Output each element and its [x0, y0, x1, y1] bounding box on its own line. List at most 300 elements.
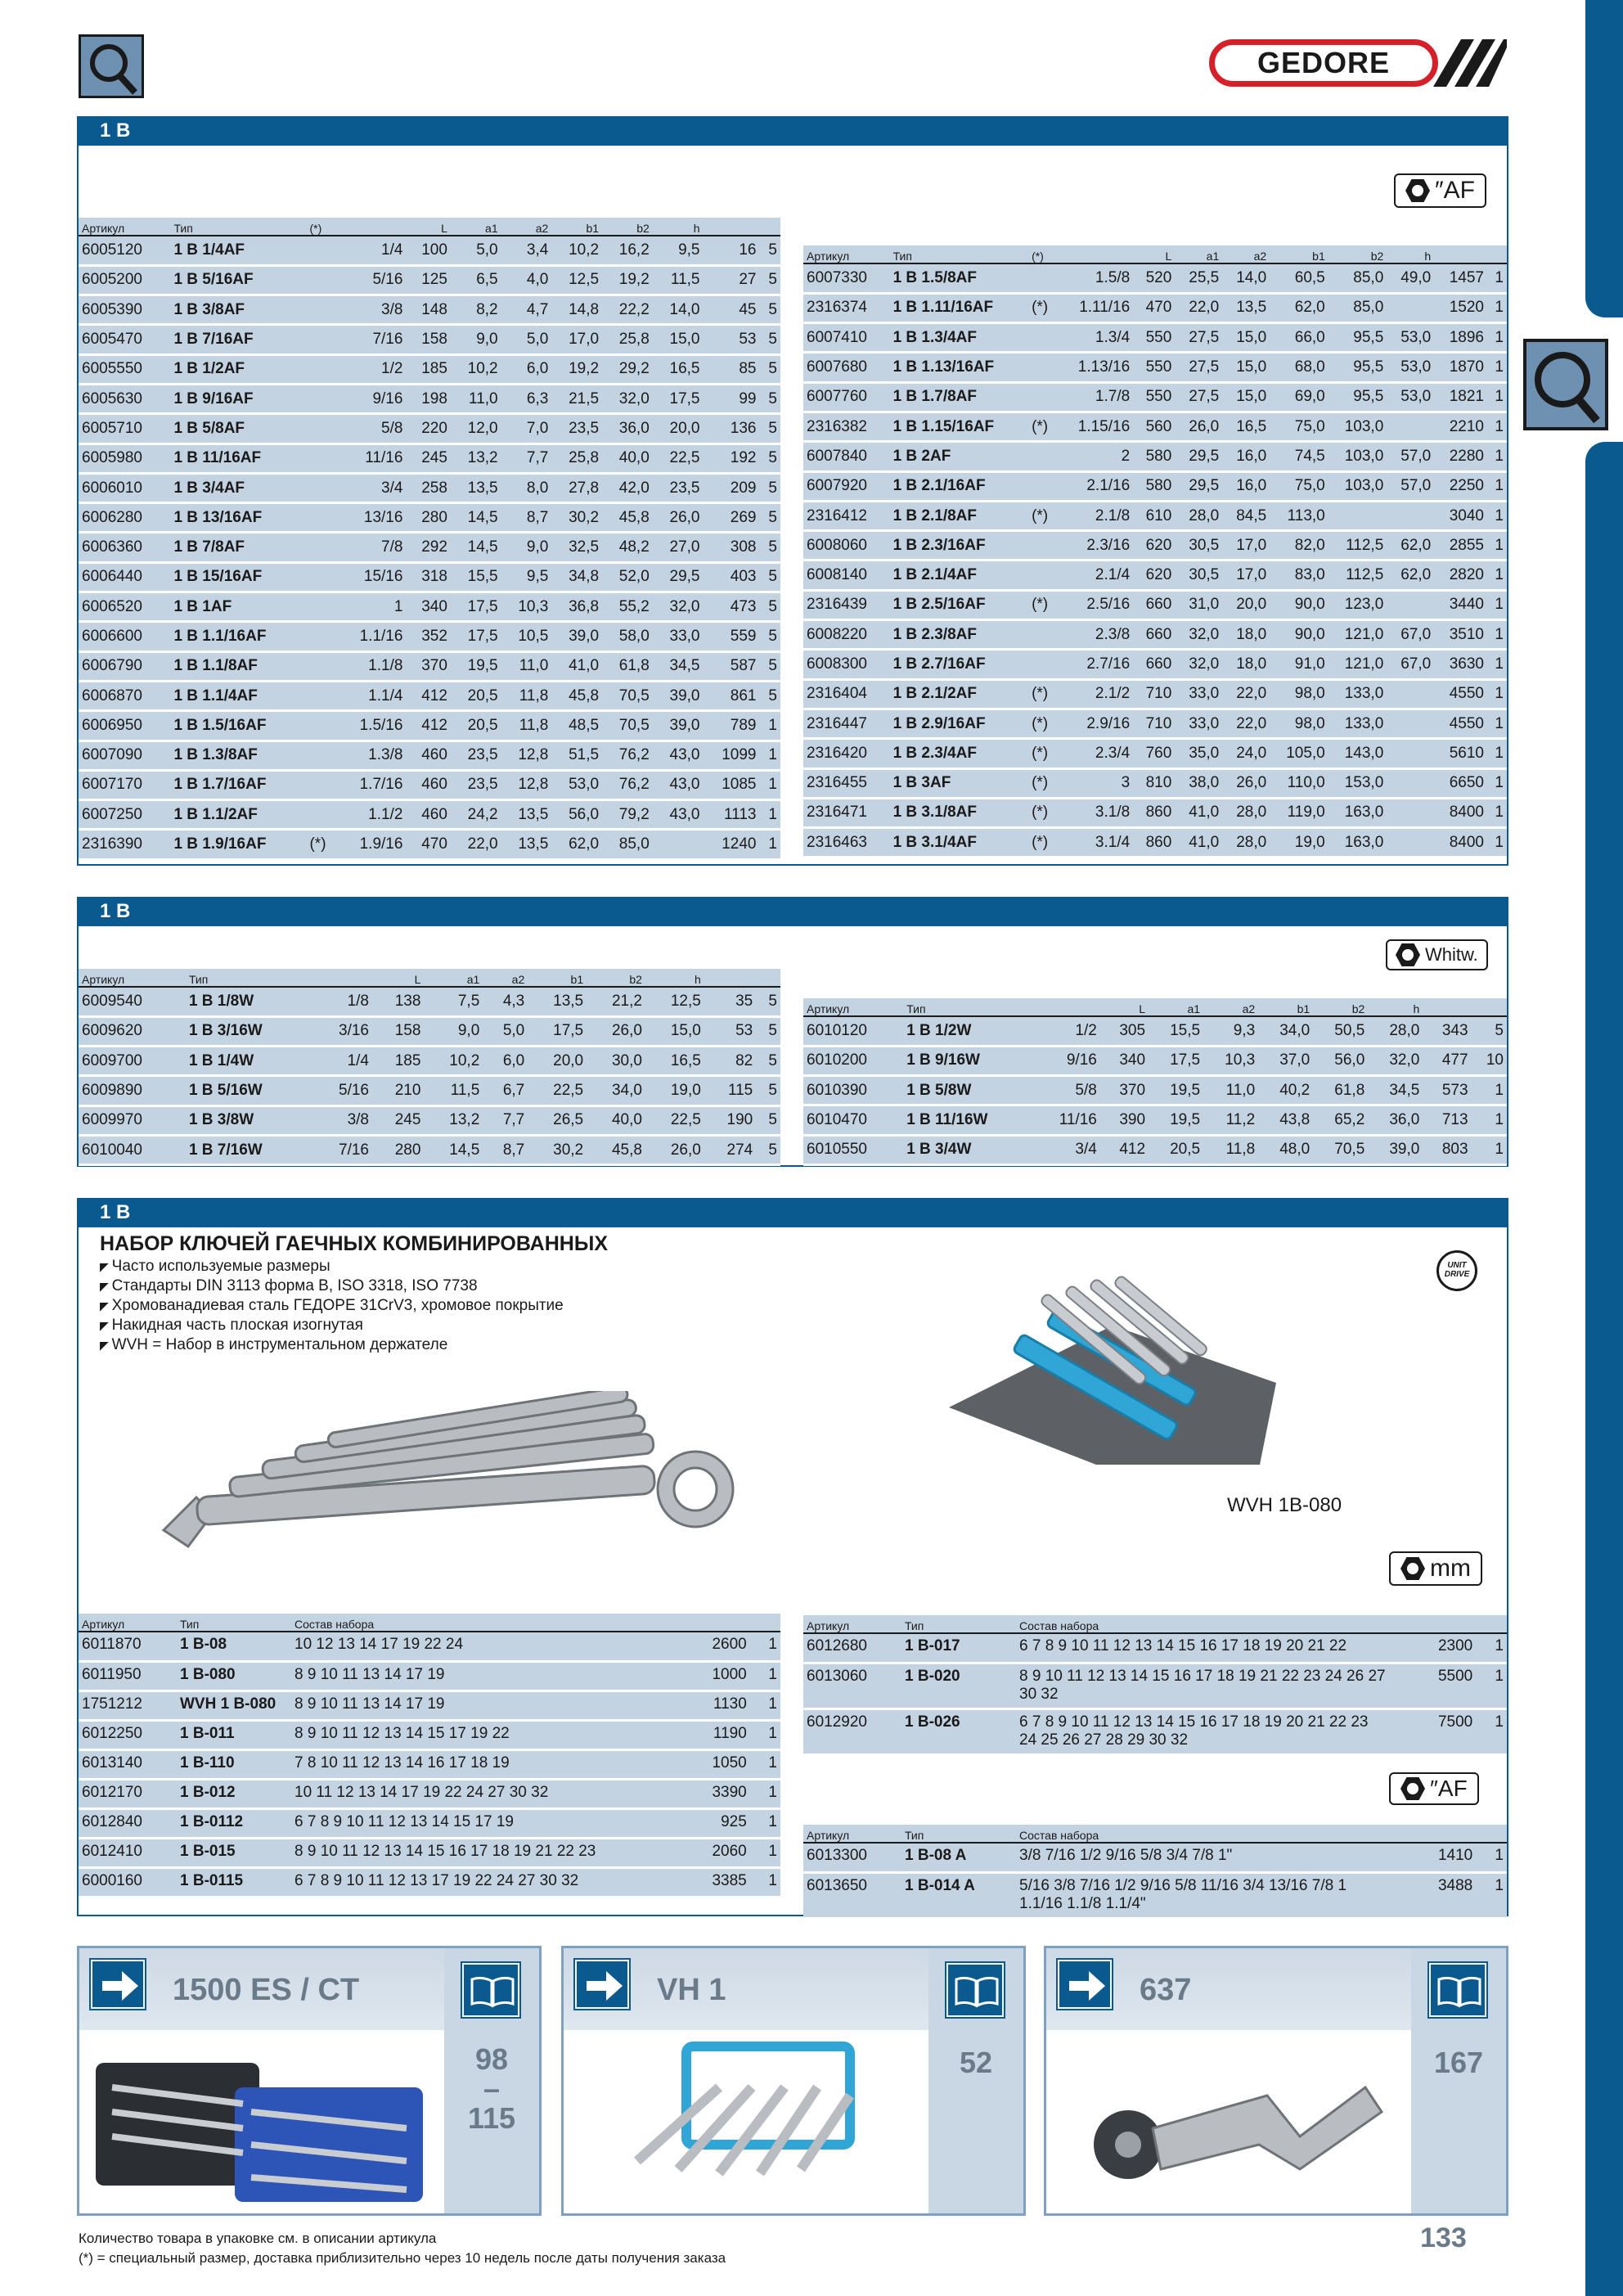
table-cell: 35,0	[1175, 739, 1222, 768]
hex-icon	[1405, 179, 1430, 202]
table-cell: 3,4	[501, 236, 552, 265]
table-cell: 133,0	[1329, 679, 1387, 709]
table-cell: 1 B 1/4W	[186, 1047, 313, 1076]
table-cell: 713	[1423, 1105, 1471, 1135]
table-cell: 6006950	[79, 711, 170, 741]
af-sets-badge-label: ″AF	[1430, 1776, 1468, 1801]
table-cell: 1	[1472, 1105, 1507, 1135]
table-cell: 1 B 9/16AF	[170, 384, 306, 413]
table-cell: 57,0	[1387, 471, 1434, 501]
table-cell: 6006010	[79, 473, 170, 502]
table-cell: 9/16	[1034, 1046, 1100, 1075]
table-cell: 36,0	[602, 414, 653, 443]
column-header: h	[1387, 245, 1434, 263]
table-cell: 2.1/4	[1058, 560, 1133, 590]
table-cell: 1	[1487, 798, 1507, 827]
table-row	[79, 1838, 780, 1867]
table-cell: 1.5/16	[338, 711, 406, 741]
table-cell: 2300	[1392, 1633, 1476, 1663]
table-row	[803, 412, 1507, 441]
table-cell: 1240	[703, 830, 759, 859]
table-cell: 15,0	[1222, 382, 1270, 412]
table-cell: 27,5	[1175, 353, 1222, 382]
table-cell: 1 B 3.1/8AF	[890, 798, 1028, 827]
table-cell: 210	[372, 1076, 424, 1105]
table-cell: 10	[1472, 1046, 1507, 1075]
table-row	[79, 1808, 780, 1838]
table-cell: 19,0	[645, 1076, 704, 1105]
table-cell: 82,0	[1270, 531, 1329, 560]
table-cell: 5	[759, 236, 780, 265]
table-cell: 8400	[1434, 798, 1487, 827]
table-cell: 90,0	[1270, 590, 1329, 619]
table-cell: 74,5	[1270, 442, 1329, 471]
table-cell: 1099	[703, 741, 759, 770]
table-cell: 1 B-080	[177, 1661, 291, 1690]
table-cell: 2600	[668, 1632, 750, 1661]
table-cell: 6007170	[79, 770, 170, 799]
table-cell: 1 B 11/16W	[903, 1105, 1034, 1135]
table-cell: 1 B 2.3/16AF	[890, 531, 1028, 560]
table-cell	[306, 622, 338, 651]
feature-item: ◤ Часто используемые размеры	[100, 1257, 564, 1276]
table-cell: 460	[406, 741, 450, 770]
table-cell: 2280	[1434, 442, 1487, 471]
table-cell: 1	[750, 1661, 780, 1690]
table-cell: 55,2	[602, 592, 653, 622]
table-cell	[1387, 679, 1434, 709]
table-cell: 6007410	[803, 323, 890, 353]
table-cell: 6 7 8 9 10 11 12 13 14 15 16 17 18 19 20 21 22 23 24 25 26 27 28 29 30 32	[1016, 1708, 1392, 1754]
column-header: Артикул	[803, 1825, 901, 1843]
table-cell: 1 B 2.5/16AF	[890, 590, 1028, 619]
table-cell: 17,5	[528, 1016, 587, 1046]
table-cell: 25,8	[602, 325, 653, 354]
wrench-holder-image	[933, 1260, 1293, 1481]
table-cell: 6009540	[79, 987, 186, 1016]
table-cell: 41,0	[1175, 798, 1222, 827]
table-cell	[306, 384, 338, 413]
table-cell: 34,5	[1368, 1076, 1423, 1105]
table-cell: (*)	[1028, 501, 1058, 530]
table-row	[803, 471, 1507, 501]
table-cell: 2.3/16	[1058, 531, 1133, 560]
table-cell: 14,0	[653, 295, 704, 325]
column-header: Тип	[903, 998, 1034, 1016]
table-cell: 6006360	[79, 533, 170, 562]
table-cell: 30,5	[1175, 560, 1222, 590]
table-row	[803, 1708, 1507, 1754]
table-cell: 6006440	[79, 562, 170, 592]
table-cell: 32,0	[1368, 1046, 1423, 1075]
table-row	[803, 323, 1507, 353]
table-cell: 1 B 1.3/4AF	[890, 323, 1028, 353]
table-cell	[306, 533, 338, 562]
table-cell: 3/8	[313, 1105, 372, 1135]
table-cell: 520	[1133, 263, 1175, 293]
table-row	[803, 1843, 1507, 1872]
table-cell: 32,0	[602, 384, 653, 413]
table-cell: 5/16	[338, 265, 406, 295]
table-cell: 19,5	[1149, 1076, 1203, 1105]
table-cell: 6010120	[803, 1016, 903, 1046]
table-cell: (*)	[1028, 590, 1058, 619]
table-cell: 1.1/2	[338, 800, 406, 830]
table-cell: 1 B-014 A	[901, 1872, 1016, 1918]
column-header: Тип	[170, 218, 306, 236]
table-cell: 1 B 5/16W	[186, 1076, 313, 1105]
page-ref-number: 115	[467, 2101, 516, 2135]
table-cell: 6005630	[79, 384, 170, 413]
table-cell: 26,0	[645, 1135, 704, 1164]
table-cell: 6006520	[79, 592, 170, 622]
table-cell: 1870	[1434, 353, 1487, 382]
table-cell: 2316412	[803, 501, 890, 530]
table-cell: 38,0	[1175, 768, 1222, 798]
table-cell: 6650	[1434, 768, 1487, 798]
table-cell: 37,0	[1258, 1046, 1313, 1075]
table-cell: 133,0	[1329, 709, 1387, 738]
cross-reference-3[interactable]	[1044, 1946, 1508, 2216]
table-cell: 1 B-017	[901, 1633, 1016, 1663]
feature-item: ◤ Накидная часть плоская изогнутая	[100, 1316, 564, 1335]
table-cell: 6013300	[803, 1843, 901, 1872]
table-row	[79, 622, 780, 651]
table-cell: 1 B 2.9/16AF	[890, 709, 1028, 738]
table-cell: 1.5/8	[1058, 263, 1133, 293]
table-cell: 1	[759, 830, 780, 859]
table-cell: 13,5	[1222, 293, 1270, 322]
table-row	[79, 711, 780, 741]
hex-size-icon	[338, 218, 406, 236]
table-cell: 29,5	[1175, 442, 1222, 471]
table-cell: 34,0	[1258, 1016, 1313, 1046]
table-cell: 550	[1133, 382, 1175, 412]
table-row	[79, 1720, 780, 1749]
table-cell: 125	[406, 265, 450, 295]
table-cell: 53,0	[1387, 323, 1434, 353]
table-cell: 18,0	[1222, 620, 1270, 650]
table-cell: 28,0	[1222, 798, 1270, 827]
table-cell: 7/8	[338, 533, 406, 562]
table-cell: 15,0	[1222, 323, 1270, 353]
table-cell: 1.13/16	[1058, 353, 1133, 382]
table-row	[803, 353, 1507, 382]
column-header: b2	[1313, 998, 1368, 1016]
table-cell: 22,0	[1222, 709, 1270, 738]
section-bar-whitworth: 1 B	[77, 897, 1508, 926]
table-cell: 8,7	[501, 503, 552, 533]
table-cell: 1 B-026	[901, 1708, 1016, 1754]
table-cell: 6012410	[79, 1838, 177, 1867]
table-cell: 6006280	[79, 503, 170, 533]
column-header: b1	[1258, 998, 1313, 1016]
table-cell: 163,0	[1329, 828, 1387, 858]
table-cell: 36,8	[551, 592, 602, 622]
column-header: b1	[1270, 245, 1329, 263]
column-header: Состав набора	[1016, 1825, 1392, 1843]
table-cell: 6,0	[501, 354, 552, 384]
table-cell: 25,8	[551, 443, 602, 473]
table-cell: 62,0	[1387, 560, 1434, 590]
table-cell: 3390	[668, 1779, 750, 1808]
table-cell: 75,0	[1270, 471, 1329, 501]
table-cell: 1 B 3/8AF	[170, 295, 306, 325]
table-cell: 1 B 1/2W	[903, 1016, 1034, 1046]
table-cell: 3/8 7/16 1/2 9/16 5/8 3/4 7/8 1"	[1016, 1843, 1392, 1872]
table-cell: 10 11 12 13 14 17 19 22 24 27 30 32	[291, 1779, 668, 1808]
table-row	[803, 709, 1507, 738]
table-cell: 1 B-0115	[177, 1867, 291, 1897]
table-row	[803, 768, 1507, 798]
table-cell: 103,0	[1329, 412, 1387, 441]
table-row	[803, 679, 1507, 709]
table-cell: 6007840	[803, 442, 890, 471]
table-cell: 5/8	[1034, 1076, 1100, 1105]
column-header: Тип	[890, 245, 1028, 263]
table-cell: 5	[759, 295, 780, 325]
table-cell: 39,0	[653, 711, 704, 741]
table-cell: 1 B 9/16W	[903, 1046, 1034, 1075]
table-cell: 5/16 3/8 7/16 1/2 9/16 5/8 11/16 3/4 13/16 7/8 1 1.1/16 1.1/8 1.1/4"	[1016, 1872, 1392, 1918]
table-cell: 29,5	[1175, 471, 1222, 501]
table-row	[79, 592, 780, 622]
table-cell: 4,0	[501, 265, 552, 295]
table-cell	[1387, 501, 1434, 530]
table-cell	[306, 503, 338, 533]
table-cell: 860	[1133, 798, 1175, 827]
table-cell: 6005390	[79, 295, 170, 325]
table-cell: 470	[1133, 293, 1175, 322]
table-cell: 53,0	[1387, 382, 1434, 412]
table-cell: 1	[1487, 739, 1507, 768]
table-cell: 14,8	[551, 295, 602, 325]
table-cell: 19,0	[1270, 828, 1329, 858]
table-cell: 39,0	[653, 681, 704, 710]
table-cell: 26,5	[528, 1105, 587, 1135]
table-cell: 30,2	[528, 1135, 587, 1164]
table-cell: 1 B 1AF	[170, 592, 306, 622]
table-cell: 9,5	[501, 562, 552, 592]
table-cell: 26,0	[653, 503, 704, 533]
cross-reference-2[interactable]	[561, 1946, 1026, 2216]
table-cell: 115	[704, 1076, 756, 1105]
table-cell: 11,0	[501, 651, 552, 681]
mm-badge-label: mm	[1430, 1555, 1471, 1582]
table-row	[803, 263, 1507, 293]
table-cell: 163,0	[1329, 798, 1387, 827]
table-cell: 8,7	[483, 1135, 528, 1164]
column-header: b2	[602, 218, 653, 236]
table-cell: 1	[750, 1690, 780, 1720]
table-row	[79, 1105, 780, 1135]
table-cell: 1 B 1.3/8AF	[170, 741, 306, 770]
table-cell: 3.1/4	[1058, 828, 1133, 858]
table-cell: 17,0	[551, 325, 602, 354]
table-cell: 3385	[668, 1867, 750, 1897]
table-cell: 11/16	[338, 443, 406, 473]
table-cell: 16,5	[653, 354, 704, 384]
table-cell	[306, 473, 338, 502]
table-cell: 587	[703, 651, 759, 681]
header-wrench-icon	[79, 34, 144, 98]
column-header: a1	[1175, 245, 1222, 263]
table-cell: (*)	[1028, 798, 1058, 827]
table-cell: 84,5	[1222, 501, 1270, 530]
table-cell: 6013650	[803, 1872, 901, 1918]
table-cell: 20,0	[653, 414, 704, 443]
table-row	[803, 501, 1507, 530]
cross-reference-1[interactable]	[77, 1946, 542, 2216]
table-cell: 34,0	[587, 1076, 645, 1105]
table-cell: 52,0	[602, 562, 653, 592]
table-cell: 15,0	[1222, 353, 1270, 382]
table-cell: 5	[759, 325, 780, 354]
table-cell: 11,2	[1203, 1105, 1258, 1135]
table-cell: 412	[406, 681, 450, 710]
table-row	[79, 770, 780, 799]
table-cell: 1	[1487, 768, 1507, 798]
table-cell: 620	[1133, 560, 1175, 590]
table-row	[803, 293, 1507, 322]
table-row	[79, 1661, 780, 1690]
table-cell: 1	[750, 1867, 780, 1897]
table-cell: 32,0	[1175, 650, 1222, 679]
table-cell	[306, 800, 338, 830]
table-cell: 1 B 1.9/16AF	[170, 830, 306, 859]
table-cell	[306, 325, 338, 354]
table-cell: 1 B-012	[177, 1779, 291, 1808]
table-cell: (*)	[1028, 768, 1058, 798]
table-cell: 16,0	[1222, 442, 1270, 471]
table-cell: 24,2	[451, 800, 501, 830]
table-cell: 660	[1133, 620, 1175, 650]
table-cell: 22,5	[653, 443, 704, 473]
table-cell: 5	[759, 533, 780, 562]
table-cell: 85,0	[602, 830, 653, 859]
table-cell: 1 B 7/8AF	[170, 533, 306, 562]
table-cell: 10,3	[1203, 1046, 1258, 1075]
table-cell: 10,2	[424, 1047, 483, 1076]
package-icon	[750, 1614, 780, 1632]
table-cell: 41,0	[1175, 828, 1222, 858]
table-cell: 48,5	[551, 711, 602, 741]
table-cell: 390	[1100, 1105, 1149, 1135]
table-cell: 1	[1476, 1633, 1507, 1663]
table-cell: 1/2	[338, 354, 406, 384]
table-cell	[306, 414, 338, 443]
table-cell: 99	[703, 384, 759, 413]
package-icon	[1476, 1615, 1507, 1633]
table-cell: 30,0	[587, 1047, 645, 1076]
sets-af-table	[803, 1825, 1507, 1920]
af-sets-badge	[1389, 1772, 1479, 1805]
table-cell: 3	[1058, 768, 1133, 798]
column-header: Тип	[901, 1615, 1016, 1633]
table-row	[79, 236, 780, 265]
table-cell: 1	[1487, 442, 1507, 471]
table-cell: 340	[1100, 1046, 1149, 1075]
table-cell: 29,5	[653, 562, 704, 592]
column-header: Артикул	[79, 969, 186, 987]
table-cell: 2316471	[803, 798, 890, 827]
table-cell: 49,0	[1387, 263, 1434, 293]
table-cell: 460	[406, 770, 450, 799]
table-cell: 7 8 10 11 12 13 14 16 17 18 19	[291, 1749, 668, 1779]
table-cell: 245	[372, 1105, 424, 1135]
table-row	[79, 1632, 780, 1661]
table-cell: 1 B 3/4AF	[170, 473, 306, 502]
table-cell: 34,8	[551, 562, 602, 592]
table-cell: 5	[759, 443, 780, 473]
table-row	[79, 651, 780, 681]
table-row	[79, 741, 780, 770]
table-row	[79, 1076, 780, 1105]
table-cell: 76,2	[602, 770, 653, 799]
table-cell: 6012920	[803, 1708, 901, 1754]
table-cell: 23,5	[653, 473, 704, 502]
table-cell: 810	[1133, 768, 1175, 798]
table-cell: 19,2	[551, 354, 602, 384]
table-cell: 3.1/8	[1058, 798, 1133, 827]
unit-drive-icon: UNIT DRIVE	[1436, 1250, 1477, 1291]
table-cell: 1 B 15/16AF	[170, 562, 306, 592]
table-row	[79, 1690, 780, 1720]
table-cell: 27,8	[551, 473, 602, 502]
table-cell: 1	[1487, 620, 1507, 650]
table-cell: 9,5	[653, 236, 704, 265]
column-header: Артикул	[803, 245, 890, 263]
table-cell: 22,0	[451, 830, 501, 859]
table-cell: 11,8	[501, 681, 552, 710]
column-header: Тип	[901, 1825, 1016, 1843]
table-cell: 33,0	[1175, 709, 1222, 738]
weight-icon	[668, 1614, 750, 1632]
table-cell: 1 B 2.3/4AF	[890, 739, 1028, 768]
table-cell: 13/16	[338, 503, 406, 533]
table-cell	[306, 770, 338, 799]
page-number: 133	[1420, 2222, 1467, 2253]
table-cell: 11/16	[1034, 1105, 1100, 1135]
table-cell: 45,8	[551, 681, 602, 710]
table-cell	[306, 681, 338, 710]
weight-icon	[1392, 1615, 1476, 1633]
table-row	[803, 620, 1507, 650]
table-row	[79, 830, 780, 859]
table-cell: 76,2	[602, 741, 653, 770]
table-cell: 30,5	[1175, 531, 1222, 560]
w-table-right	[803, 998, 1507, 1166]
table-cell: 1	[1487, 531, 1507, 560]
table-cell: 192	[703, 443, 759, 473]
table-row	[803, 1016, 1507, 1046]
table-row	[79, 533, 780, 562]
table-cell	[1028, 323, 1058, 353]
table-cell: 1.3/8	[338, 741, 406, 770]
mm-badge	[1389, 1551, 1482, 1586]
table-cell: 11,0	[1203, 1076, 1258, 1105]
table-cell: 412	[1100, 1135, 1149, 1164]
table-cell: 43,0	[653, 800, 704, 830]
table-cell: 58,0	[602, 622, 653, 651]
table-cell	[1028, 471, 1058, 501]
table-cell: 14,5	[424, 1135, 483, 1164]
table-cell: 40,0	[587, 1105, 645, 1135]
table-cell	[1387, 739, 1434, 768]
table-cell: 258	[406, 473, 450, 502]
table-cell: 5/16	[313, 1076, 372, 1105]
table-cell: 8 9 10 11 12 13 14 15 16 17 18 19 21 22 23	[291, 1838, 668, 1867]
